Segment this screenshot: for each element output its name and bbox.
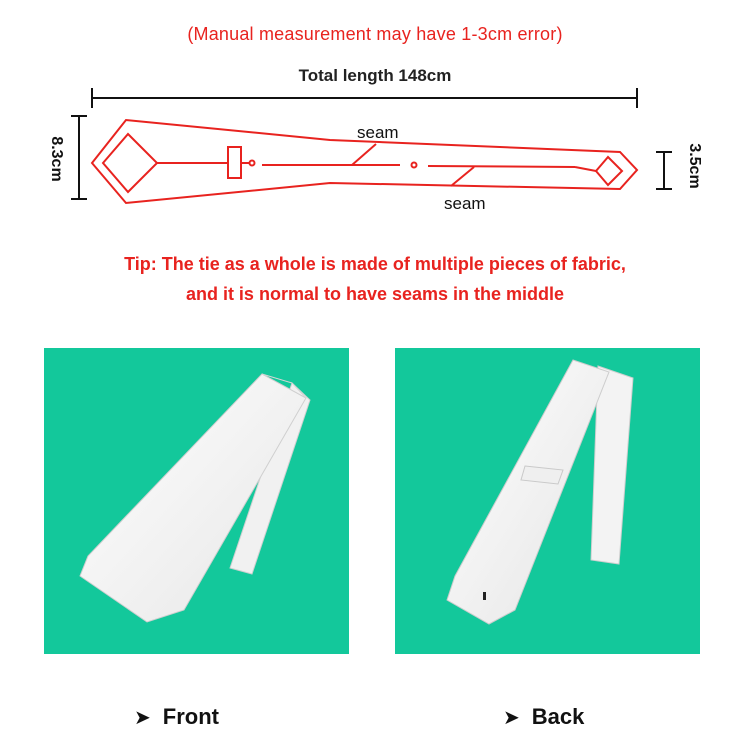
wide-end-width-label: 8.3cm (48, 136, 65, 182)
total-length-label: Total length 148cm (298, 66, 452, 85)
back-caption-text: Back (531, 704, 585, 729)
back-photo (395, 348, 700, 654)
seam-label-bottom: seam (444, 194, 486, 213)
arrow-right-icon: ➤ (134, 707, 151, 729)
seam-line-bottom (451, 167, 474, 186)
tie-diagram (0, 0, 750, 240)
narrow-end-width-label: 3.5cm (686, 143, 703, 189)
total-length-dimension (92, 88, 637, 108)
tie-narrow-tip-diamond (596, 157, 622, 185)
back-tie-image (395, 348, 700, 654)
front-caption (134, 704, 219, 730)
tie-button-left (250, 161, 255, 166)
front-tie-image (44, 348, 349, 654)
back-caption (503, 704, 584, 730)
tie-button-right (412, 163, 417, 168)
tip-line-1: Tip: The tie as a whole is made of multiple pieces of fabric, (124, 254, 626, 274)
front-photo (44, 348, 349, 654)
front-caption-text: Front (162, 704, 219, 729)
tip-line-2: and it is normal to have seams in the middle (185, 284, 565, 304)
wide-end-dimension (71, 116, 87, 199)
seam-label-top: seam (357, 123, 399, 142)
seam-line-top (352, 144, 376, 165)
tie-label-loop (228, 147, 241, 178)
arrow-right-icon: ➤ (503, 707, 520, 729)
narrow-end-dimension (656, 152, 672, 189)
tie-wide-tip-diamond (103, 134, 157, 192)
measurement-warning: (Manual measurement may have 1-3cm error) (187, 24, 563, 44)
